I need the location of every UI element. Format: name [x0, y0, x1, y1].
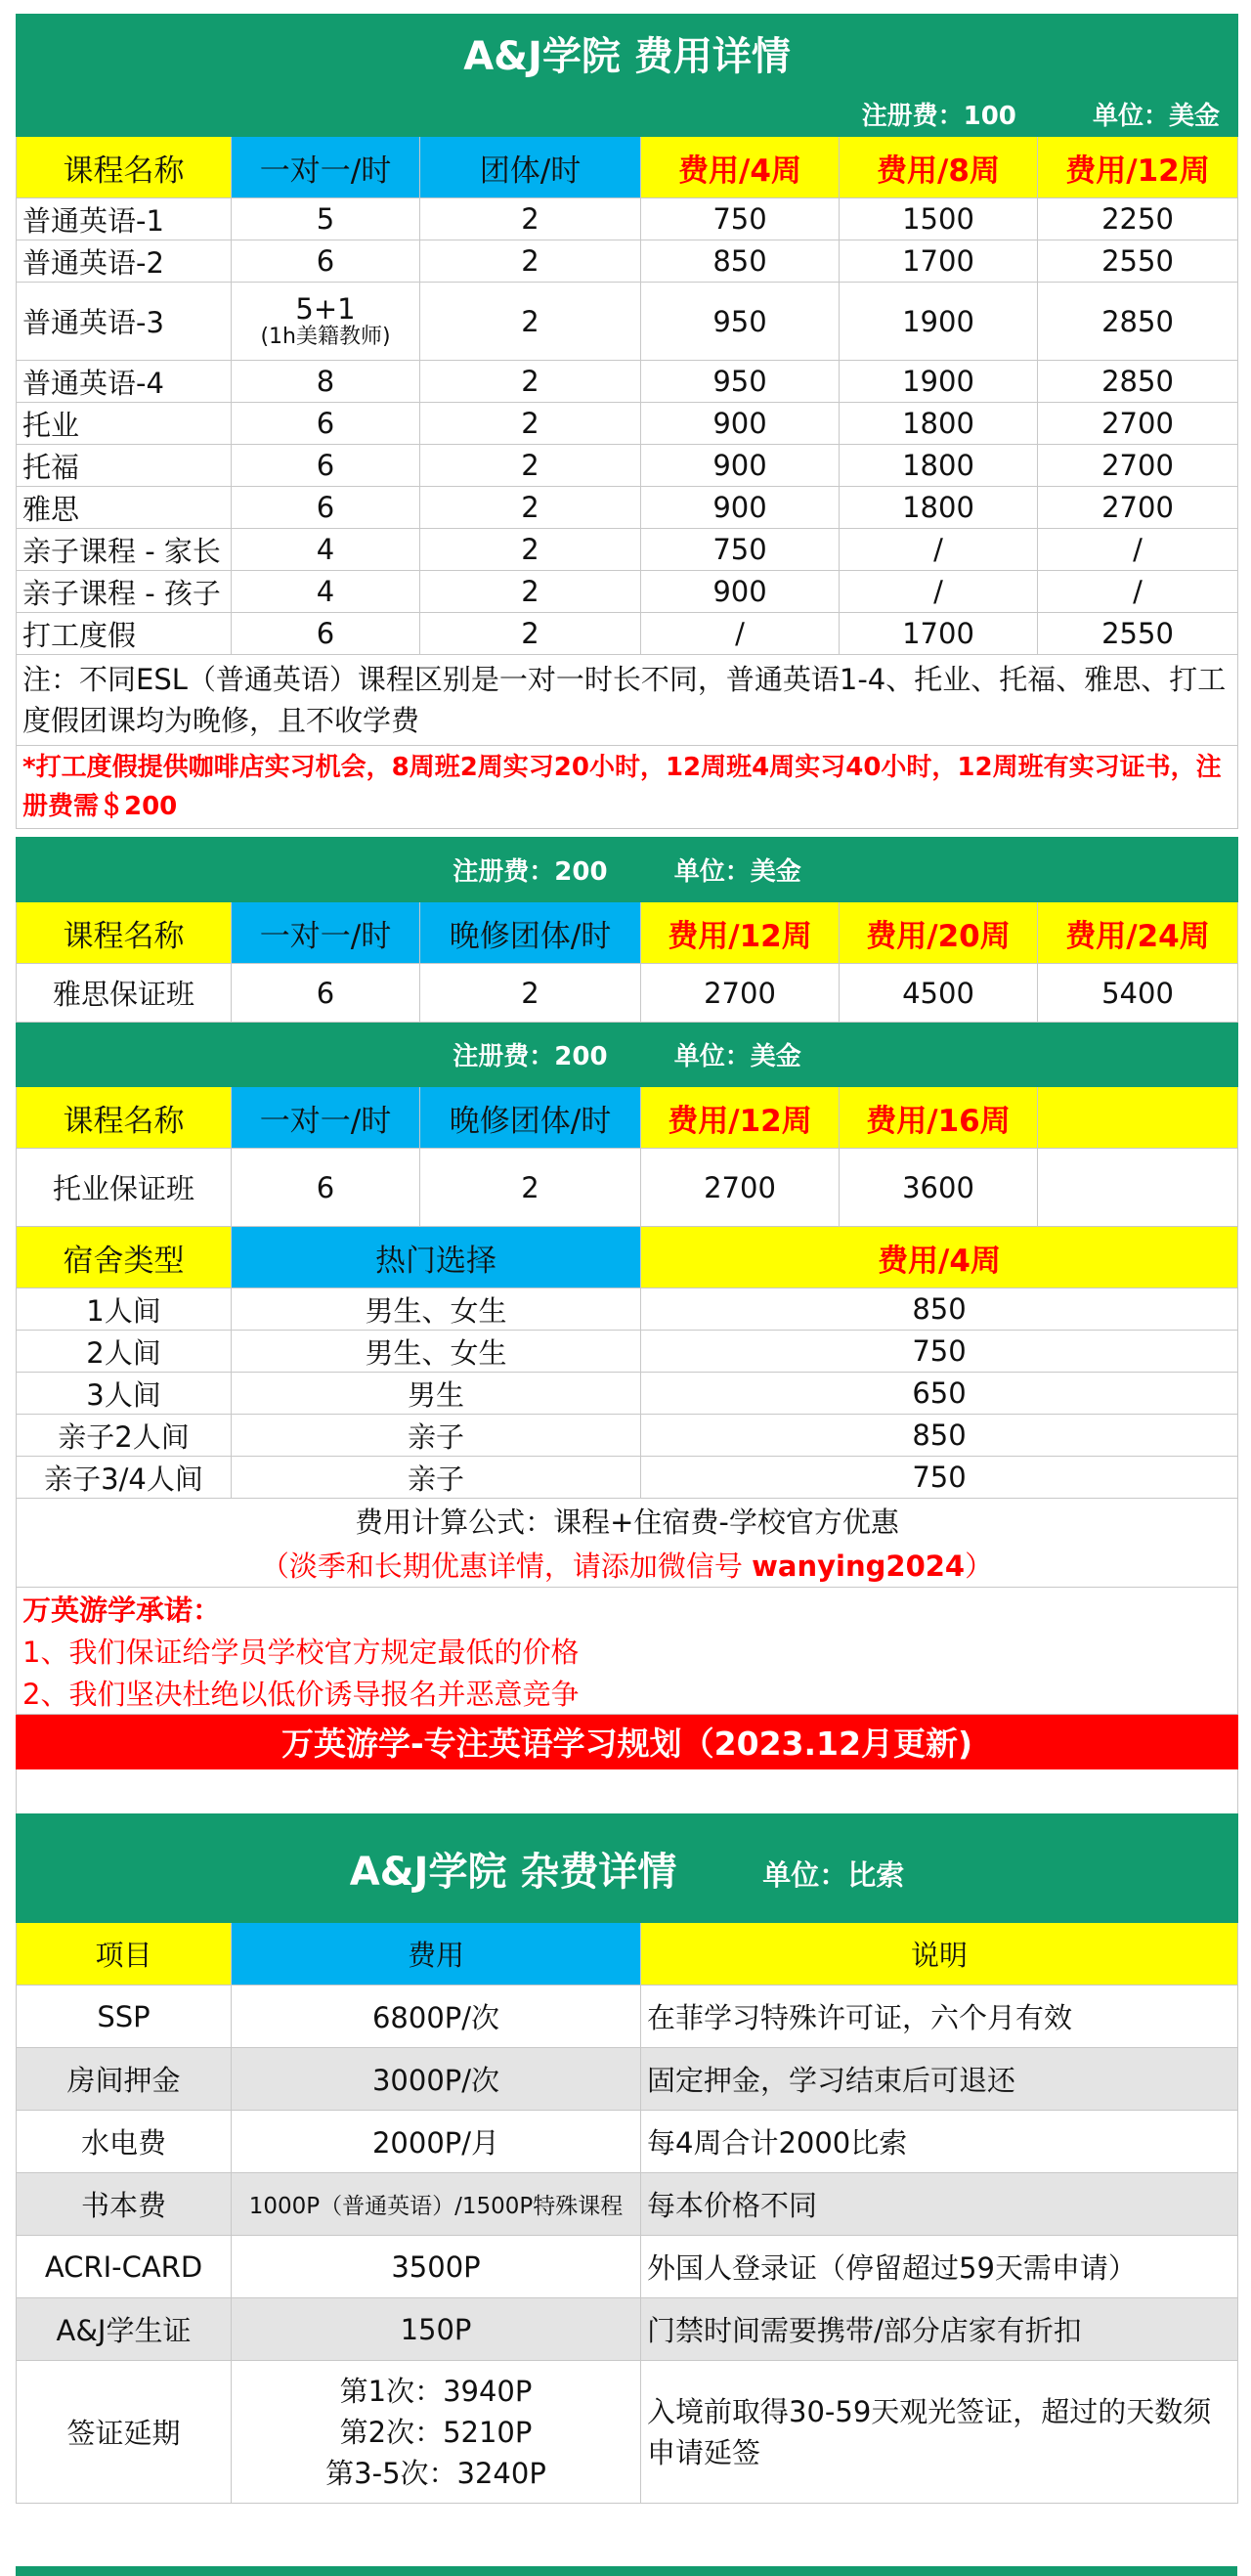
header-cell: 团体/时 — [420, 137, 641, 198]
table-cell: 1500 — [840, 198, 1038, 240]
table-cell: 6 — [232, 445, 420, 487]
reg-fee: 注册费：100 — [861, 102, 1016, 131]
table-cell: 950 — [641, 361, 840, 403]
table-cell: 托业保证班 — [17, 1149, 232, 1227]
ielts-header — [17, 902, 1238, 964]
table-cell: 2 — [420, 445, 641, 487]
dorm-rows — [17, 1288, 1238, 1499]
table-cell: 2700 — [641, 964, 840, 1023]
table-cell: 亲子课程 - 家长 — [17, 529, 232, 571]
promo-text-end: ） — [965, 1550, 994, 1583]
table-cell: 1700 — [840, 613, 1038, 655]
table-cell: 普通英语-3 — [17, 283, 232, 361]
header-cell: 费用/20周 — [840, 902, 1038, 964]
header-cell: 费用/8周 — [840, 137, 1038, 198]
page-title: A&J学院 费用详情 — [17, 15, 1238, 92]
header-cell: 费用/4周 — [641, 137, 840, 198]
table-cell: 水电费 — [17, 2111, 232, 2173]
footer-bar — [16, 2566, 1237, 2576]
table-row — [17, 403, 1238, 445]
table-cell: 亲子3/4人间 — [17, 1457, 232, 1499]
table-cell: 8 — [232, 361, 420, 403]
table-row — [17, 529, 1238, 571]
header-cell: 宿舍类型 — [17, 1227, 232, 1288]
table-row — [17, 361, 1238, 403]
table-row — [17, 445, 1238, 487]
header-cell: 课程名称 — [17, 902, 232, 964]
promise-title: 万英游学承诺： — [17, 1588, 1238, 1631]
table-cell: 2 — [420, 487, 641, 529]
toeic-reg-line — [17, 1023, 1238, 1087]
table-cell: 每4周合计2000比索 — [641, 2111, 1238, 2173]
table-row — [17, 2361, 1238, 2504]
table-cell: 3600 — [840, 1149, 1038, 1227]
table-row — [17, 2173, 1238, 2236]
misc-title-bar — [17, 1814, 1238, 1923]
table-row — [17, 2048, 1238, 2111]
table-cell: 150P — [232, 2298, 641, 2361]
reg-fee-line — [17, 92, 1238, 137]
table-cell: 托业 — [17, 403, 232, 445]
table-cell: 5 — [232, 198, 420, 240]
table-cell: 亲子 — [232, 1457, 641, 1499]
table-cell: 签证延期 — [17, 2361, 232, 2504]
table-cell: 2人间 — [17, 1331, 232, 1373]
table-cell: 2 — [420, 529, 641, 571]
table-cell: 3人间 — [17, 1373, 232, 1415]
table-cell: 托福 — [17, 445, 232, 487]
table-row — [17, 964, 1238, 1023]
table-cell: 1800 — [840, 487, 1038, 529]
table-cell: 900 — [641, 487, 840, 529]
header-cell: 费用/24周 — [1038, 902, 1238, 964]
misc-title: A&J学院 杂费详情 — [349, 1849, 677, 1895]
table-cell: 2000P/月 — [232, 2111, 641, 2173]
table-cell: 2850 — [1038, 283, 1238, 361]
table-cell: 房间押金 — [17, 2048, 232, 2111]
visa-fees-cell — [232, 2361, 641, 2504]
table-cell: 亲子2人间 — [17, 1415, 232, 1457]
table-cell: 亲子课程 - 孩子 — [17, 571, 232, 613]
table-cell: 男生、女生 — [232, 1331, 641, 1373]
table-cell: 900 — [641, 571, 840, 613]
course-rows — [17, 198, 1238, 655]
promise-item: 2、我们坚决杜绝以低价诱导报名并恶意竞争 — [17, 1672, 1238, 1715]
table-row — [17, 198, 1238, 240]
table-cell: 每本价格不同 — [641, 2173, 1238, 2236]
table-cell: 2 — [420, 964, 641, 1023]
currency-unit: 单位：美金 — [673, 1042, 801, 1071]
table-cell: 1000P（普通英语）/1500P特殊课程 — [232, 2173, 641, 2236]
table-cell — [1038, 1149, 1238, 1227]
table-cell: 2700 — [1038, 487, 1238, 529]
table-row — [17, 2111, 1238, 2173]
update-banner: 万英游学-专注英语学习规划（2023.12月更新) — [17, 1715, 1238, 1769]
formula-text: 费用计算公式：课程+住宿费-学校官方优惠 — [17, 1499, 1238, 1544]
header-cell: 热门选择 — [232, 1227, 641, 1288]
table-row — [17, 240, 1238, 283]
promo-text: （淡季和长期优惠详情，请添加微信号 — [260, 1550, 753, 1583]
header-cell: 一对一/时 — [232, 1087, 420, 1149]
reg-fee: 注册费：200 — [453, 1042, 608, 1071]
table-row — [17, 2298, 1238, 2361]
dorm-header — [17, 1227, 1238, 1288]
table-cell: / — [641, 613, 840, 655]
table-row — [17, 1288, 1238, 1331]
wechat-id: wanying2024 — [752, 1550, 966, 1583]
visa-fee-line: 第1次：3940P — [339, 2374, 533, 2408]
table-cell: 2550 — [1038, 613, 1238, 655]
table-cell: 2250 — [1038, 198, 1238, 240]
header-cell: 晚修团体/时 — [420, 902, 641, 964]
table-cell: SSP — [17, 1986, 232, 2048]
currency-unit: 单位：美金 — [673, 857, 801, 887]
table-cell: A&J学生证 — [17, 2298, 232, 2361]
table-cell: 1800 — [840, 445, 1038, 487]
table-cell: 2 — [420, 613, 641, 655]
table-cell: 5400 — [1038, 964, 1238, 1023]
table-cell: 2 — [420, 240, 641, 283]
course-fee-table — [16, 14, 1238, 1814]
table-row — [17, 1331, 1238, 1373]
visa-fee-line: 第2次：5210P — [339, 2415, 533, 2449]
table-row — [17, 1149, 1238, 1227]
ielts-reg-line — [17, 838, 1238, 902]
table-cell: 6 — [232, 613, 420, 655]
table-cell: 入境前取得30-59天观光签证，超过的天数须申请延签 — [641, 2361, 1238, 2504]
header-cell — [1038, 1087, 1238, 1149]
misc-header — [17, 1923, 1238, 1986]
table-cell: 750 — [641, 1331, 1238, 1373]
header-cell: 费用/12周 — [641, 902, 840, 964]
table-cell: 2 — [420, 198, 641, 240]
note-red-text: *打工度假提供咖啡店实习机会，8周班2周实习20小时，12周班4周实习40小时，12周班有实习证书，注册费需＄200 — [17, 746, 1238, 829]
table-cell: 900 — [641, 403, 840, 445]
cell-subnote: (1h美籍教师) — [260, 324, 391, 349]
header-cell: 项目 — [17, 1923, 232, 1986]
table-cell: 2 — [420, 403, 641, 445]
table-cell: 6800P/次 — [232, 1986, 641, 2048]
table-cell: 850 — [641, 1288, 1238, 1331]
table-cell: 固定押金，学习结束后可退还 — [641, 2048, 1238, 2111]
table-cell: 850 — [641, 1415, 1238, 1457]
table-row — [17, 1415, 1238, 1457]
currency-unit: 单位：美金 — [1093, 102, 1221, 131]
table-cell: 亲子 — [232, 1415, 641, 1457]
table-cell: 2700 — [1038, 445, 1238, 487]
reg-fee: 注册费：200 — [453, 857, 608, 887]
table-cell: 男生 — [232, 1373, 641, 1415]
table-cell: 900 — [641, 445, 840, 487]
table-cell: / — [840, 529, 1038, 571]
table-cell: 普通英语-1 — [17, 198, 232, 240]
table-cell: 6 — [232, 240, 420, 283]
table-cell: 6 — [232, 1149, 420, 1227]
table-cell: 3500P — [232, 2236, 641, 2298]
header-cell: 晚修团体/时 — [420, 1087, 641, 1149]
header-cell: 一对一/时 — [232, 137, 420, 198]
table-cell: 4 — [232, 571, 420, 613]
header-cell: 说明 — [641, 1923, 1238, 1986]
table-cell: / — [1038, 571, 1238, 613]
table-cell: 在菲学习特殊许可证，六个月有效 — [641, 1986, 1238, 2048]
table-cell: / — [1038, 529, 1238, 571]
table-cell: 4 — [232, 529, 420, 571]
table-cell: 普通英语-4 — [17, 361, 232, 403]
table-cell: 850 — [641, 240, 840, 283]
misc-unit: 单位：比索 — [762, 1857, 905, 1892]
toeic-header — [17, 1087, 1238, 1149]
table-row — [17, 571, 1238, 613]
header-cell: 费用/12周 — [641, 1087, 840, 1149]
table-cell: 门禁时间需要携带/部分店家有折扣 — [641, 2298, 1238, 2361]
table-row — [17, 1457, 1238, 1499]
misc-fee-table — [16, 1813, 1238, 2504]
header-cell: 一对一/时 — [232, 902, 420, 964]
table-cell: ACRI-CARD — [17, 2236, 232, 2298]
table-cell: 1900 — [840, 283, 1038, 361]
header-cell: 费用/16周 — [840, 1087, 1038, 1149]
promo-line — [17, 1543, 1238, 1588]
header-cell: 费用/12周 — [1038, 137, 1238, 198]
table-cell — [232, 283, 420, 361]
misc-rows — [17, 1986, 1238, 2361]
table-cell: 750 — [641, 198, 840, 240]
table-cell: 外国人登录证（停留超过59天需申请） — [641, 2236, 1238, 2298]
header-cell: 课程名称 — [17, 137, 232, 198]
table-row — [17, 1986, 1238, 2048]
fee-sheet — [16, 14, 1237, 2504]
table-cell: 打工度假 — [17, 613, 232, 655]
table-cell: 6 — [232, 403, 420, 445]
table-cell: 2550 — [1038, 240, 1238, 283]
table-cell: 1800 — [840, 403, 1038, 445]
header-cell: 费用/4周 — [641, 1227, 1238, 1288]
table-cell: 6 — [232, 964, 420, 1023]
table-cell: 普通英语-2 — [17, 240, 232, 283]
table-cell: 750 — [641, 1457, 1238, 1499]
table-cell: 750 — [641, 529, 840, 571]
table-cell: / — [840, 571, 1038, 613]
table-cell: 雅思 — [17, 487, 232, 529]
table-header — [17, 137, 1238, 198]
table-cell: 1900 — [840, 361, 1038, 403]
table-cell: 3000P/次 — [232, 2048, 641, 2111]
header-cell: 费用 — [232, 1923, 641, 1986]
table-cell: 2700 — [1038, 403, 1238, 445]
table-cell: 男生、女生 — [232, 1288, 641, 1331]
table-row — [17, 283, 1238, 361]
table-row — [17, 1373, 1238, 1415]
table-cell: 2700 — [641, 1149, 840, 1227]
table-cell: 2 — [420, 571, 641, 613]
cell-value: 5+1 — [295, 291, 356, 326]
table-cell: 4500 — [840, 964, 1038, 1023]
note-text: 注：不同ESL（普通英语）课程区别是一对一时长不同，普通英语1-4、托业、托福、雅思、打工度假团课均为晚修，且不收学费 — [17, 655, 1238, 746]
table-row — [17, 487, 1238, 529]
table-row — [17, 2236, 1238, 2298]
table-cell: 书本费 — [17, 2173, 232, 2236]
visa-fee-line: 第3-5次：3240P — [325, 2456, 546, 2490]
table-row — [17, 613, 1238, 655]
table-cell: 2 — [420, 1149, 641, 1227]
table-cell: 雅思保证班 — [17, 964, 232, 1023]
table-cell: 950 — [641, 283, 840, 361]
table-cell: 2850 — [1038, 361, 1238, 403]
table-cell: 6 — [232, 487, 420, 529]
promise-item: 1、我们保证给学员学校官方规定最低的价格 — [17, 1630, 1238, 1672]
table-cell: 650 — [641, 1373, 1238, 1415]
table-cell: 2 — [420, 361, 641, 403]
table-cell: 1人间 — [17, 1288, 232, 1331]
table-cell: 1700 — [840, 240, 1038, 283]
table-cell: 2 — [420, 283, 641, 361]
header-cell: 课程名称 — [17, 1087, 232, 1149]
